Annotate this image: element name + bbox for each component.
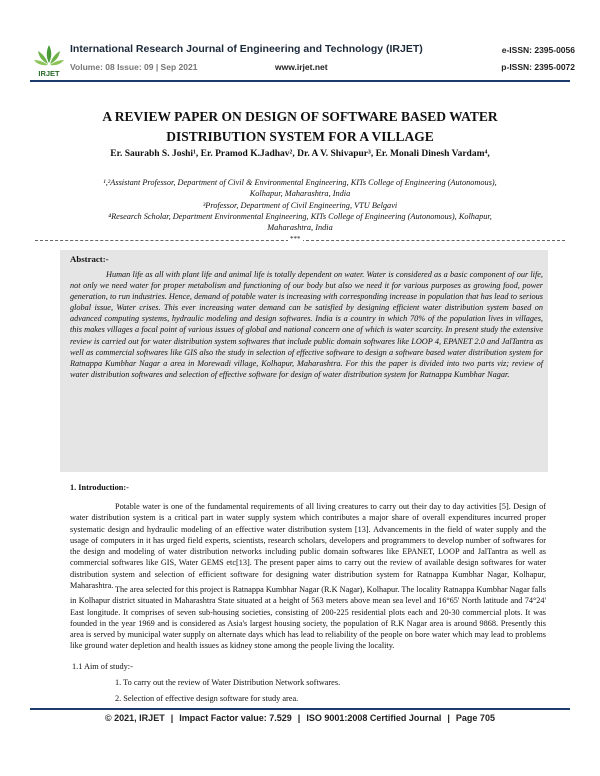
affiliation-line: ¹,²Assistant Professor, Department of Civil & Environmental Engineering, KITs College of Engineering (Autonomous), [103, 178, 497, 187]
p-issn: p-ISSN: 2395-0072 [501, 62, 575, 72]
paper-title-line-1: A REVIEW PAPER ON DESIGN OF SOFTWARE BASED WATER [102, 109, 498, 124]
iso-certification: ISO 9001:2008 Certified Journal [306, 713, 442, 723]
logo-text: IRJET [38, 69, 60, 78]
copyright: © 2021, IRJET [105, 713, 165, 723]
affiliation-line: ³Professor, Department of Civil Engineering, VTU Belgavi [202, 201, 398, 210]
journal-header [30, 40, 575, 90]
page-footer [30, 713, 570, 723]
affiliation-line: Maharashtra, India [267, 223, 333, 232]
header-divider [30, 80, 570, 82]
paper-title-line-2: DISTRIBUTION SYSTEM FOR A VILLAGE [166, 129, 434, 144]
abstract-text: Human life as all with plant life and animal life is totally dependent on water. Water is considered as a basic component of our life, not only we need water for proper metabolism and functioning of our body but also we need it for various purposes as growing food, power generation, to run industries. Hence, demand of potable water is increasing with corresponding increase in population that has lead to serious global issue, Water crises. This ever increasing water demand can be satisfied by designing efficient water distribution system based on advanced computing systems, hydraulic modeling and design softwares. India is a country in which 70% of the population lives in villages, this makes villages a focal point of various issues of global and national concern one of which is water scarcity. In present study the extensive review is carried out for water distribution system softwares that include public domain softwares like LOOP 4, EPANET 2.0 and JalTantra as well as commercial softwares like GIS also the study in selection of effective software to design a software based water distribution system for Ratnappa Kumbhar Nagar a area in Morewadi village, Kolhapur, Maharashtra. For this the paper is divided into two parts viz; review of water distribution softwares and selection of effective software for design of water distribution system for Ratnappa Kumbhar Nagar. [70, 270, 543, 379]
author-list: Er. Saurabh S. Joshi¹, Er. Pramod K.Jadhav², Dr. A V. Shivapur³, Er. Monali Dinesh Vardam⁴, [110, 149, 490, 159]
aim-list-item: 2. Selection of effective design software for study area. [115, 694, 299, 703]
affiliation-line: Kolhapur, Maharashtra, India [249, 189, 351, 198]
affiliation-line: ⁴Research Scholar, Department Environmental Engineering, KITs College of Engineering (Autonomous), Kolhapur, [108, 212, 492, 221]
volume-issue: Volume: 08 Issue: 09 | Sep 2021 [70, 62, 198, 72]
introduction-paragraph: Potable water is one of the fundamental requirements of all living creatures to carry out their day to day activities [5]. Design of water distribution system is a critical part in water supply system which contributes a major share of overall expenditures incurred proper systematic design and hydraulic modeling of an effective water distribution system [13]. Advancements in the field of water supply and the usage of computers in it has urged field experts, scientists, research scholars, developers and programmers to develop number of softwares for the design and modeling of water distribution networks including public domain softwares like EPANET, LOOP and JalTantra as well as commercial softwares like GIS, Water GEMS etc[13]. The present paper aims to carry out the review of available design softwares for water distribution system and selection of efficient software for designing water distribution system for Ratnappa Kumbhar Nagar, Kolhapur, Maharashtra. [70, 502, 546, 591]
journal-name: International Research Journal of Engineering and Technology (IRJET) [70, 43, 423, 55]
divider-stars: *** [290, 235, 301, 243]
footer-separator: | [297, 713, 301, 723]
aim-heading: 1.1 Aim of study:- [72, 662, 133, 671]
footer-separator: | [170, 713, 174, 723]
e-issn: e-ISSN: 2395-0056 [501, 45, 575, 55]
footer-divider [30, 708, 570, 710]
abstract-heading: Abstract:- [70, 254, 109, 264]
impact-factor: Impact Factor value: 7.529 [179, 713, 292, 723]
footer-separator: | [447, 713, 450, 723]
page-number: Page 705 [455, 713, 495, 723]
introduction-heading: 1. Introduction:- [70, 483, 129, 492]
aim-list-item: 1. To carry out the review of Water Distribution Network softwares. [115, 678, 341, 687]
introduction-paragraph: The area selected for this project is Ratnappa Kumbhar Nagar (R.K Nagar), Kolhapur. The locality Ratnappa Kumbhar Nagar falls in Kolhapur district situated in Maharashtra State situated at a height of 563 meters above mean sea level and 16°65' North latitude and 74°24' East longitude. It comprises of seven sub-housing societies, consisting of 200-225 residential plots each and 20-30 commercial plots. It was founded in the year 1969 and is considered as Asia's largest housing society, the population of R.K Nagar area is around 9868. Presently this area is served by municipal water supply on alternate days which has lead to reliability of the people on bore water which may lead to problems like ground water depletion and health issues as kidney stone among the people living the locality. [70, 585, 546, 651]
journal-website: www.irjet.net [275, 62, 328, 72]
irjet-logo-icon [32, 43, 66, 79]
